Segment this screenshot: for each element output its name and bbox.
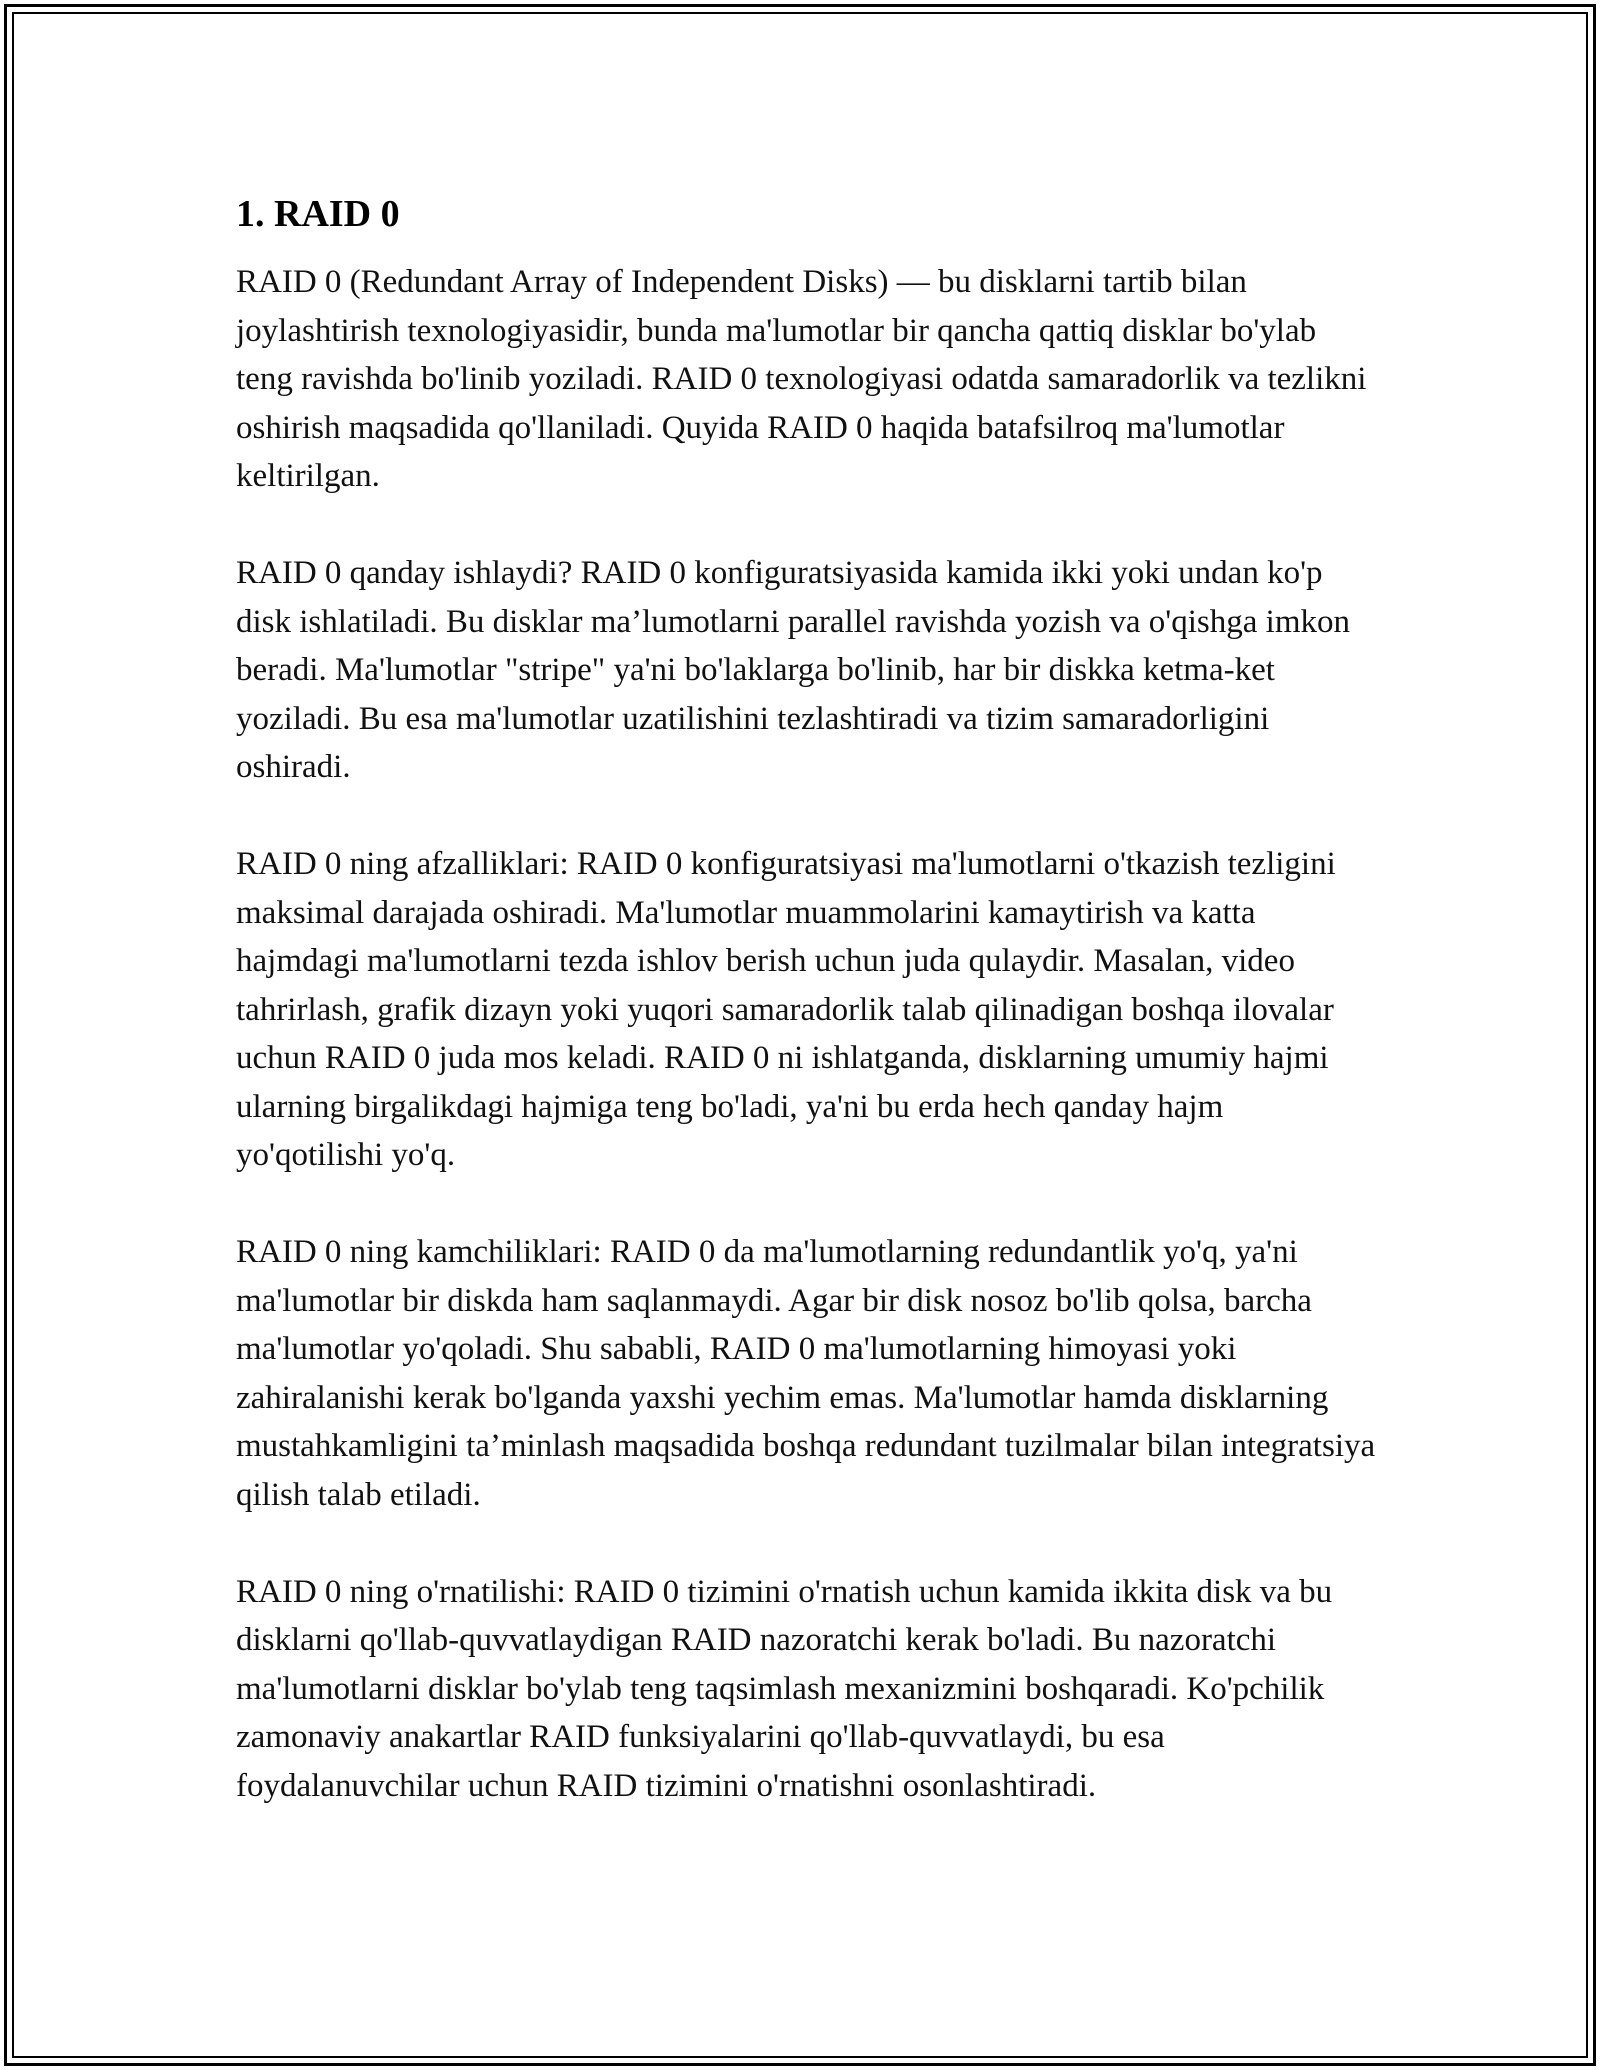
paragraph-disadvantages: RAID 0 ning kamchiliklari: RAID 0 da ma'lumotlarning redundantlik yo'q, ya'ni ma'lumotlar bir diskda ham saqlanmaydi. Agar bir disk nosoz bo'lib qolsa, barcha ma'lumotlar yo'qoladi. Shu sababli, RAID 0 ma'lumotlarning himoyasi yoki zahiralanishi kerak bo'lganda yaxshi yechim emas. Ma'lumotlar hamda disklarning mustahkamligini ta’minlash maqsadida boshqa redundant tuzilmalar bilan integratsiya qilish talab etiladi. (236, 1234, 1376, 1513)
paragraph-how-it-works: RAID 0 qanday ishlaydi? RAID 0 konfiguratsiyasida kamida ikki yoki undan ko'p disk ishlatiladi. Bu disklar ma’lumotlarni parallel ravishda yozish va o'qishga imkon beradi. Ma'lumotlar "stripe" ya'ni bo'laklarga bo'linib, har bir diskka ketma-ket yoziladi. Bu esa ma'lumotlar uzatilishini tezlashtiradi va tizim samaradorligini oshiradi. (236, 555, 1350, 785)
document-body (236, 184, 1376, 1810)
paragraph-intro: RAID 0 (Redundant Array of Independent Disks) — bu disklarni tartib bilan joylashtirish texnologiyasidir, bunda ma'lumotlar bir qancha qattiq disklar bo'ylab teng ravishda bo'linib yoziladi. RAID 0 texnologiyasi odatda samaradorlik va tezlikni oshirish maqsadida qo'llaniladi. Quyida RAID 0 haqida batafsilroq ma'lumotlar keltirilgan. (236, 264, 1367, 494)
paragraph-advantages: RAID 0 ning afzalliklari: RAID 0 konfiguratsiyasi ma'lumotlarni o'tkazish tezligini maksimal darajada oshiradi. Ma'lumotlar muammolarini kamaytirish va katta hajmdagi ma'lumotlarni tezda ishlov berish uchun juda qulaydir. Masalan, video tahrirlash, grafik dizayn yoki yuqori samaradorlik talab qilinadigan boshqa ilovalar uchun RAID 0 juda mos keladi. RAID 0 ni ishlatganda, disklarning umumiy hajmi ularning birgalikdagi hajmiga teng bo'ladi, ya'ni bu erda hech qanday hajm yo'qotilishi yo'q. (236, 846, 1336, 1173)
paragraph-installation: RAID 0 ning o'rnatilishi: RAID 0 tizimini o'rnatish uchun kamida ikkita disk va bu disklarni qo'llab-quvvatlaydigan RAID nazoratchi kerak bo'ladi. Bu nazoratchi ma'lumotlarni disklar bo'ylab teng taqsimlash mexanizmini boshqaradi. Ko'pchilik zamonaviy anakartlar RAID funksiyalarini qo'llab-quvvatlaydi, bu esa foydalanuvchilar uchun RAID tizimini o'rnatishni osonlashtiradi. (236, 1573, 1333, 1804)
section-heading: 1. RAID 0 (236, 193, 400, 235)
